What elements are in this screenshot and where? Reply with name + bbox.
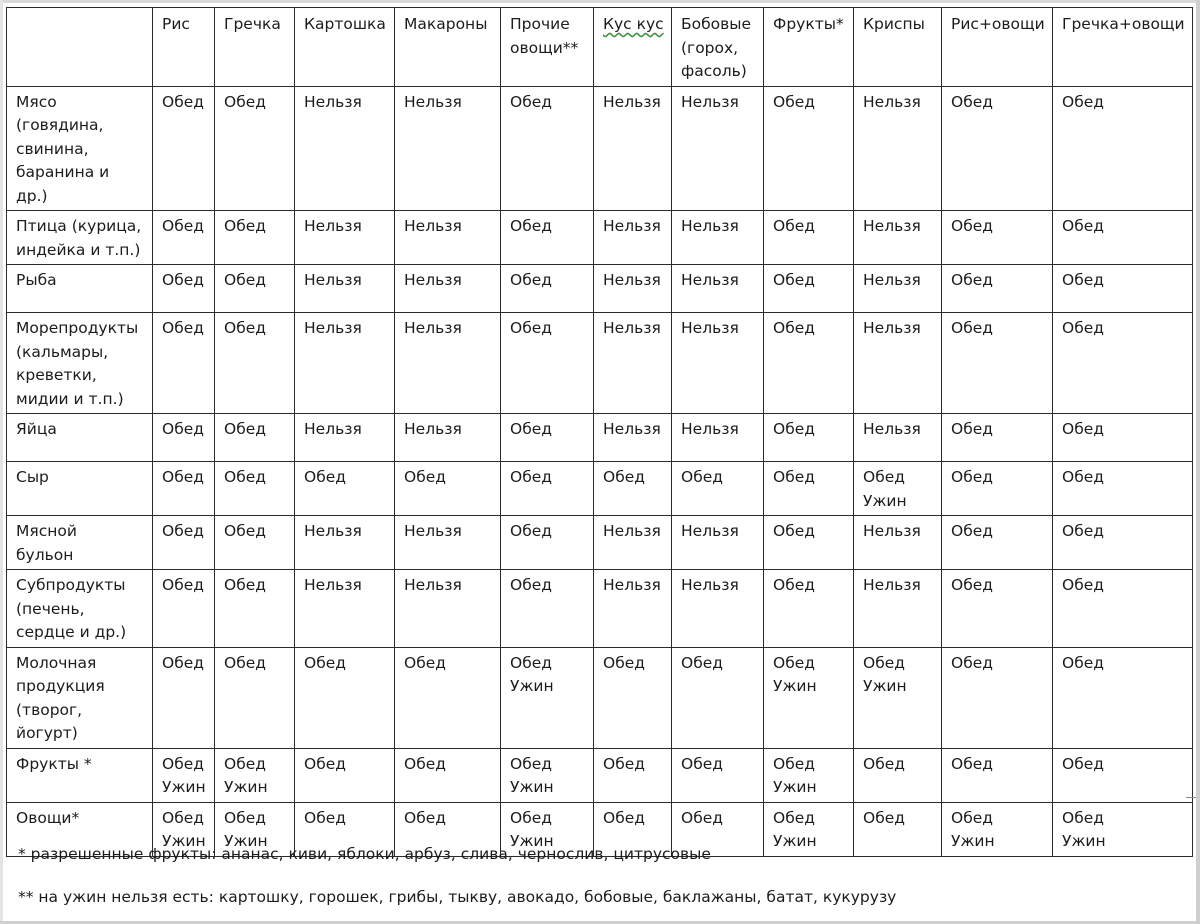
table-cell: Нельзя — [594, 86, 672, 211]
table-row — [7, 265, 1193, 313]
header-cell-legumes: Бобовые (горох, фасоль) — [672, 8, 764, 87]
table-row — [7, 211, 1193, 265]
table-cell: Обед — [942, 647, 1053, 748]
table-cell: Обед — [215, 462, 295, 516]
table-cell: Обед — [395, 802, 501, 856]
table-cell: Обед — [215, 86, 295, 211]
table-cell: Обед — [1053, 265, 1193, 313]
table-cell: Нельзя — [672, 313, 764, 414]
table-cell: Нельзя — [295, 570, 395, 648]
table-cell: Обед — [764, 265, 854, 313]
table-cell: Нельзя — [854, 86, 942, 211]
table-cell: Обед — [764, 313, 854, 414]
page-edge-top — [0, 0, 1200, 3]
table-cell: Обед — [1053, 570, 1193, 648]
page-edge-left — [0, 0, 3, 924]
table-cell: Нельзя — [672, 86, 764, 211]
table-cell: Обед — [153, 211, 215, 265]
table-cell: Обед — [942, 265, 1053, 313]
header-cell-pasta: Макароны — [395, 8, 501, 87]
row-label-cell: Птица (курица, индейка и т.п.) — [7, 211, 153, 265]
row-label-cell: Субпродукты (печень, сердце и др.) — [7, 570, 153, 648]
table-cell: Нельзя — [854, 570, 942, 648]
table-cell: Обед — [153, 86, 215, 211]
table-cell: Обед — [1053, 748, 1193, 802]
table-cell: Обед — [395, 462, 501, 516]
table-cell: Нельзя — [395, 516, 501, 570]
table-cell: Обед — [764, 462, 854, 516]
table-row — [7, 462, 1193, 516]
row-label-cell: Рыба — [7, 265, 153, 313]
table-cell: Обед Ужин — [215, 802, 295, 856]
table-cell: Обед Ужин — [764, 802, 854, 856]
table-cell: Обед Ужин — [764, 748, 854, 802]
table-row — [7, 516, 1193, 570]
table-cell: Нельзя — [672, 211, 764, 265]
footnote-dinner-forbidden: ** на ужин нельзя есть: картошку, горошек, грибы, тыкву, авокадо, бобовые, баклажаны, батат, кукурузу — [18, 888, 897, 906]
row-label-cell: Овощи* — [7, 802, 153, 856]
table-cell: Обед Ужин — [764, 647, 854, 748]
table-cell: Обед Ужин — [1053, 802, 1193, 856]
table-cell: Нельзя — [594, 414, 672, 462]
table-cell: Обед — [501, 414, 594, 462]
table-cell: Обед — [942, 86, 1053, 211]
header-cell-rice-vegetables: Рис+овощи — [942, 8, 1053, 87]
table-cell: Нельзя — [395, 414, 501, 462]
table-cell: Обед — [295, 647, 395, 748]
table-cell: Обед — [594, 748, 672, 802]
header-row — [7, 8, 1193, 87]
table-cell: Нельзя — [395, 313, 501, 414]
table-cell: Нельзя — [295, 313, 395, 414]
table-cell: Обед Ужин — [153, 748, 215, 802]
table-cell: Обед — [501, 211, 594, 265]
table-cell: Обед — [942, 570, 1053, 648]
header-cell-buckwheat-vegetables: Гречка+овощи — [1053, 8, 1193, 87]
row-label-cell: Морепродукты (кальмары, креветки, мидии и т.п.) — [7, 313, 153, 414]
table-cell: Обед — [501, 265, 594, 313]
table-cell: Обед — [395, 748, 501, 802]
table-cell: Обед — [153, 647, 215, 748]
header-cell-crisps: Криспы — [854, 8, 942, 87]
table-cell: Обед — [295, 802, 395, 856]
table-cell: Обед — [153, 570, 215, 648]
table-row — [7, 313, 1193, 414]
table-cell: Обед — [395, 647, 501, 748]
table-cell: Нельзя — [854, 516, 942, 570]
table-row — [7, 647, 1193, 748]
table-cell: Нельзя — [672, 414, 764, 462]
table-cell: Нельзя — [395, 570, 501, 648]
table-cell: Нельзя — [672, 265, 764, 313]
table-cell: Обед Ужин — [501, 748, 594, 802]
header-cell-potato: Картошка — [295, 8, 395, 87]
table-cell: Нельзя — [295, 516, 395, 570]
table-cell: Обед — [942, 211, 1053, 265]
table-row — [7, 414, 1193, 462]
table-cell: Обед — [1053, 647, 1193, 748]
table-cell: Нельзя — [594, 313, 672, 414]
table-cell: Обед — [153, 414, 215, 462]
table-cell: Нельзя — [295, 86, 395, 211]
table-cell: Обед — [854, 802, 942, 856]
table-cell: Обед — [215, 265, 295, 313]
table-cell: Обед — [501, 570, 594, 648]
table-cell: Обед — [215, 313, 295, 414]
row-label-cell: Молочная продукция (творог, йогурт) — [7, 647, 153, 748]
table-cell: Обед — [153, 462, 215, 516]
table-cell: Обед — [215, 570, 295, 648]
table-cell: Обед — [153, 313, 215, 414]
table-cell: Обед — [215, 516, 295, 570]
table-cell: Обед — [764, 516, 854, 570]
table-cell: Обед — [153, 265, 215, 313]
table-cell: Обед — [1053, 516, 1193, 570]
table-cell: Обед — [764, 211, 854, 265]
table-body — [7, 86, 1193, 856]
footnote-allowed-fruits: * разрешенные фрукты: ананас, киви, яблоки, арбуз, слива, чернослив, цитрусовые — [18, 845, 711, 863]
table-cell: Нельзя — [594, 211, 672, 265]
table-cell: Обед — [501, 462, 594, 516]
table-cell: Нельзя — [594, 570, 672, 648]
table-cell: Обед — [672, 647, 764, 748]
table-cell: Обед — [942, 414, 1053, 462]
table-cell: Нельзя — [594, 265, 672, 313]
table-cell: Обед — [672, 802, 764, 856]
table-cell: Нельзя — [395, 265, 501, 313]
table-cell: Нельзя — [295, 414, 395, 462]
table-cell: Обед — [942, 462, 1053, 516]
couscous-label: Кус кус — [603, 15, 664, 33]
table-cell: Нельзя — [854, 265, 942, 313]
table-cell: Обед — [215, 211, 295, 265]
table-cell: Нельзя — [395, 86, 501, 211]
table-cell: Обед — [764, 414, 854, 462]
table-cell: Обед — [501, 313, 594, 414]
table-cell: Обед — [672, 462, 764, 516]
row-label-cell: Мясной бульон — [7, 516, 153, 570]
table-cell: Нельзя — [295, 211, 395, 265]
table-cell: Обед — [854, 748, 942, 802]
table-cell: Обед — [942, 313, 1053, 414]
page-margin-mark — [1186, 797, 1196, 798]
table-cell: Обед — [1053, 313, 1193, 414]
table-cell: Обед — [594, 647, 672, 748]
table-cell: Обед — [295, 748, 395, 802]
table-cell: Обед Ужин — [854, 647, 942, 748]
row-label-cell: Фрукты * — [7, 748, 153, 802]
header-corner-cell — [7, 8, 153, 87]
table-cell: Нельзя — [395, 211, 501, 265]
table-cell: Обед — [942, 516, 1053, 570]
table-cell: Обед Ужин — [501, 647, 594, 748]
table-cell: Обед — [295, 462, 395, 516]
table-cell: Обед — [1053, 211, 1193, 265]
table-cell: Обед — [501, 86, 594, 211]
row-label-cell: Яйца — [7, 414, 153, 462]
table-row — [7, 570, 1193, 648]
table-cell: Нельзя — [295, 265, 395, 313]
table-cell: Обед — [153, 516, 215, 570]
page-edge-right — [1196, 0, 1200, 924]
table-cell: Нельзя — [672, 570, 764, 648]
table-cell: Обед Ужин — [153, 802, 215, 856]
header-cell-rice: Рис — [153, 8, 215, 87]
table-cell: Обед Ужин — [215, 748, 295, 802]
table-cell: Нельзя — [854, 313, 942, 414]
table-row — [7, 748, 1193, 802]
table-cell: Обед Ужин — [942, 802, 1053, 856]
table-cell: Нельзя — [672, 516, 764, 570]
table-cell: Обед — [594, 802, 672, 856]
header-cell-couscous — [594, 8, 672, 87]
table-cell: Обед — [764, 570, 854, 648]
table-cell: Обед — [1053, 462, 1193, 516]
table-cell: Обед — [594, 462, 672, 516]
table-cell: Нельзя — [854, 414, 942, 462]
table-cell: Нельзя — [594, 516, 672, 570]
table-cell: Обед — [215, 414, 295, 462]
header-cell-fruits: Фрукты* — [764, 8, 854, 87]
table-cell: Обед — [1053, 86, 1193, 211]
table-cell: Обед — [215, 647, 295, 748]
row-label-cell: Сыр — [7, 462, 153, 516]
table-cell: Обед — [764, 86, 854, 211]
row-label-cell: Мясо (говядина, свинина, баранина и др.) — [7, 86, 153, 211]
header-cell-other-vegetables: Прочие овощи** — [501, 8, 594, 87]
header-cell-buckwheat: Гречка — [215, 8, 295, 87]
table-cell: Нельзя — [854, 211, 942, 265]
table-cell: Обед — [501, 516, 594, 570]
food-compatibility-table — [6, 7, 1193, 857]
table-row — [7, 86, 1193, 211]
table-cell: Обед — [942, 748, 1053, 802]
table-cell: Обед Ужин — [854, 462, 942, 516]
table-cell: Обед — [672, 748, 764, 802]
table-cell: Обед Ужин — [501, 802, 594, 856]
table-cell: Обед — [1053, 414, 1193, 462]
